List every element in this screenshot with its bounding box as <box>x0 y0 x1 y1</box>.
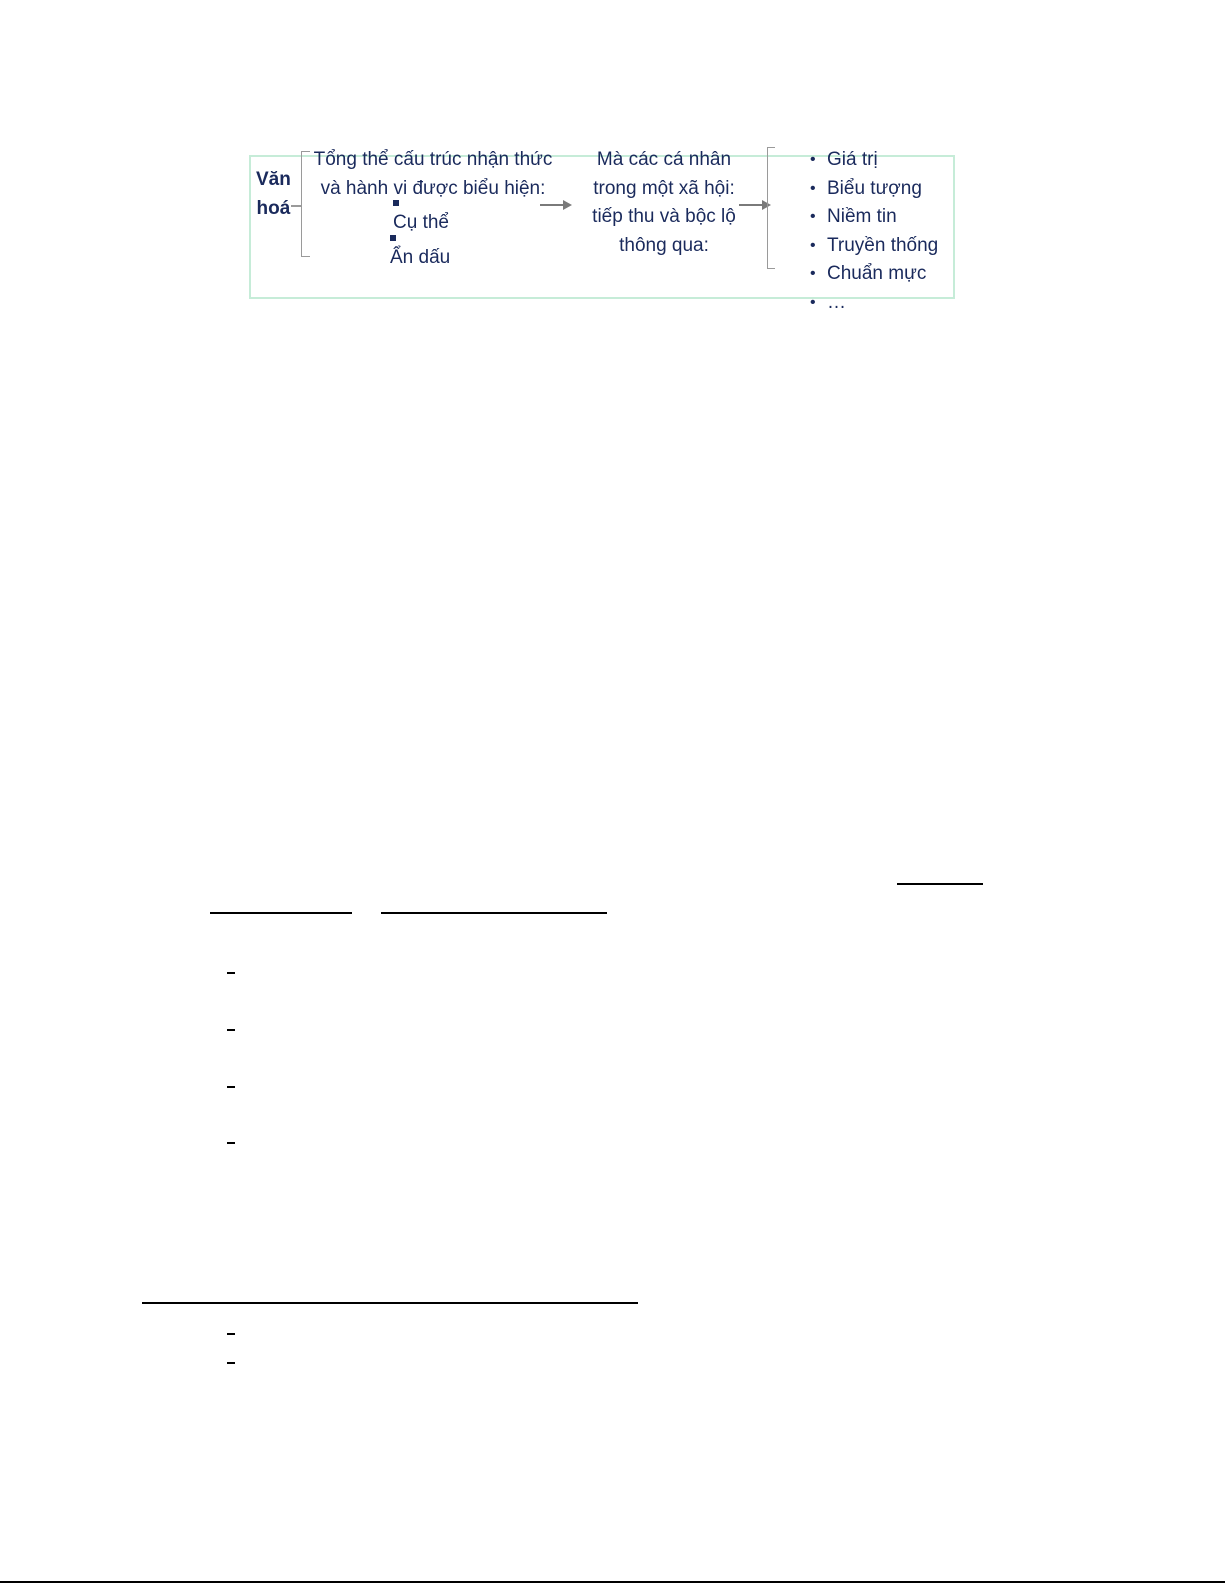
list-item: • Niềm tin <box>810 203 938 232</box>
transmission-block <box>578 146 750 260</box>
list-item: • Truyền thống <box>810 232 938 261</box>
transmission-line: tiếp thu và bộc lộ <box>592 206 736 227</box>
blank-underline <box>897 883 983 885</box>
arrow-right-icon <box>739 204 763 206</box>
transmission-line: trong một xã hội: <box>593 177 735 199</box>
sub-item <box>306 238 560 273</box>
dash-bullet-icon <box>227 1142 235 1144</box>
transmission-line: thông qua: <box>619 234 709 256</box>
square-bullet-icon <box>390 235 396 241</box>
blank-underline <box>210 912 352 914</box>
values-list <box>810 146 938 317</box>
page-bottom-rule <box>0 1581 1225 1583</box>
dash-bullet-icon <box>227 1086 235 1088</box>
root-connector <box>291 205 301 207</box>
sub-item-label: Ẩn dấu <box>390 246 451 268</box>
list-item: • Biểu tượng <box>810 175 938 204</box>
right-bracket <box>767 147 775 269</box>
definition-line: Tổng thể cấu trúc nhận thức <box>313 149 553 170</box>
dash-bullet-icon <box>227 1029 235 1031</box>
list-item: • Giá trị <box>810 146 938 175</box>
definition-line: và hành vi được biểu hiện: <box>320 177 546 199</box>
sub-item <box>306 203 560 238</box>
dash-bullet-icon <box>227 972 235 974</box>
list-item: • … <box>810 289 938 318</box>
sub-item-label: Cụ thể <box>393 212 449 233</box>
blank-underline <box>381 912 607 914</box>
diagram-root-label <box>256 166 291 223</box>
dash-bullet-icon <box>227 1362 235 1364</box>
transmission-line: Mà các cá nhân <box>596 149 732 170</box>
arrow-right-icon <box>540 204 564 206</box>
dash-bullet-icon <box>227 1333 235 1335</box>
definition-block <box>306 146 560 272</box>
square-bullet-icon <box>393 200 399 206</box>
list-item: • Chuẩn mực <box>810 260 938 289</box>
blank-underline <box>142 1302 638 1304</box>
root-label-line: hoá <box>256 197 291 219</box>
root-label-line: Văn <box>256 169 291 190</box>
